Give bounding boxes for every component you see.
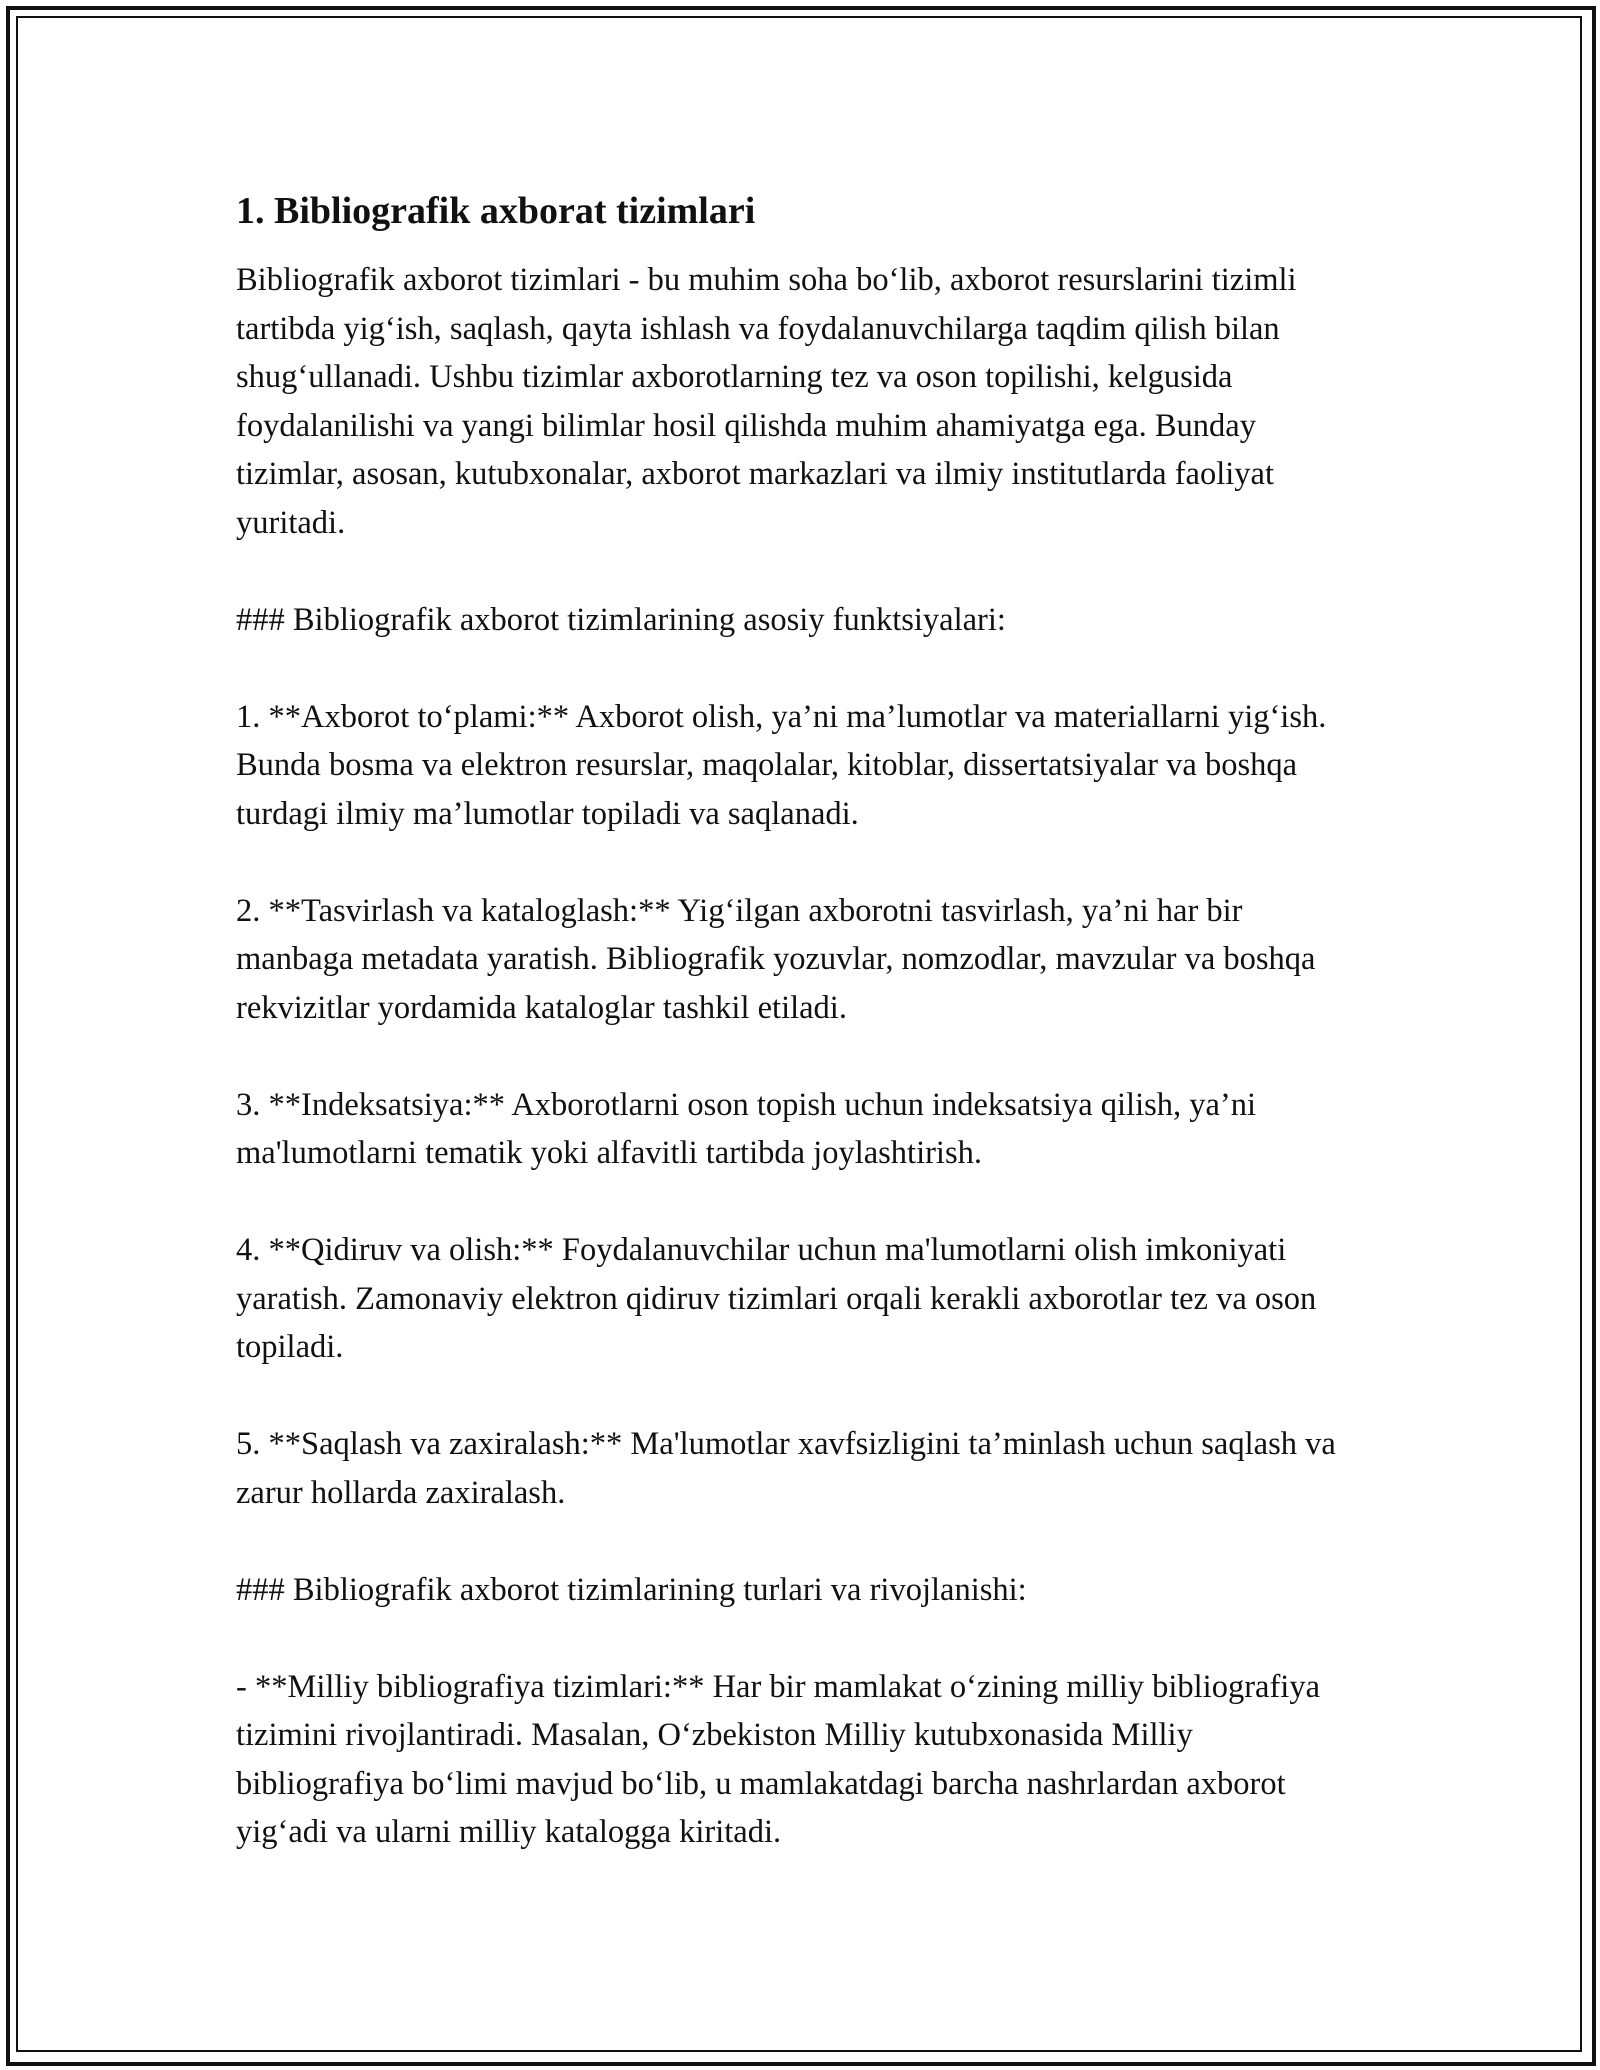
document-title: 1. Bibliografik axborat tizimlari <box>236 190 756 232</box>
section-heading-types: ### Bibliografik axborot tizimlarining turlari va rivojlanishi: <box>236 1571 1027 1608</box>
list-item-national-bibliography: - **Milliy bibliografiya tizimlari:** Har bir mamlakat o‘zining milliy bibliografiya tizimini rivojlantiradi. Masalan, O‘zbekiston Milliy kutubxonasida Milliy bibliografiya bo‘limi mavjud bo‘lib, u mamlakatdagi barcha nashrlardan axborot yig‘adi va ularni milliy katalogga kiritadi. <box>236 1668 1320 1850</box>
list-item-collection: 1. **Axborot to‘plami:** Axborot olish, ya’ni ma’lumotlar va materiallarni yig‘ish. Bunda bosma va elektron resurslar, maqolalar, kitoblar, dissertatsiyalar va boshqa turdagi ilmiy ma’lumotlar topiladi va saqlanadi. <box>236 698 1327 832</box>
list-item-cataloging: 2. **Tasvirlash va kataloglash:** Yig‘ilgan axborotni tasvirlash, ya’ni har bir manbaga metadata yaratish. Bibliografik yozuvlar, nomzodlar, mavzular va boshqa rekvizitlar yordamida kataloglar tashkil etiladi. <box>236 892 1316 1026</box>
intro-paragraph: Bibliografik axborot tizimlari - bu muhim soha bo‘lib, axborot resurslarini tizimli tartibda yig‘ish, saqlash, qayta ishlash va foydalanuvchilarga taqdim qilish bilan shug‘ullanadi. Ushbu tizimlar axborotlarning tez va oson topilishi, kelgusida foydalanilishi va yangi bilimlar hosil qilishda muhim ahamiyatga ega. Bunday tizimlar, asosan, kutubxonalar, axborot markazlari va ilmiy institutlarda faoliyat yuritadi. <box>236 262 1297 541</box>
list-item-search: 4. **Qidiruv va olish:** Foydalanuvchilar uchun ma'lumotlarni olish imkoniyati yaratish. Zamonaviy elektron qidiruv tizimlari orqali kerakli axborotlar tez va oson topiladi. <box>236 1232 1317 1365</box>
section-heading-functions: ### Bibliografik axborot tizimlarining asosiy funktsiyalari: <box>236 601 1006 638</box>
document-body <box>236 186 1366 1857</box>
list-item-indexing: 3. **Indeksatsiya:** Axborotlarni oson topish uchun indeksatsiya qilish, ya’ni ma'lumotlarni tematik yoki alfavitli tartibda joylashtirish. <box>236 1086 1257 1171</box>
list-item-storage: 5. **Saqlash va zaxiralash:** Ma'lumotlar xavfsizligini ta’minlash uchun saqlash va zarur hollarda zaxiralash. <box>236 1426 1336 1511</box>
